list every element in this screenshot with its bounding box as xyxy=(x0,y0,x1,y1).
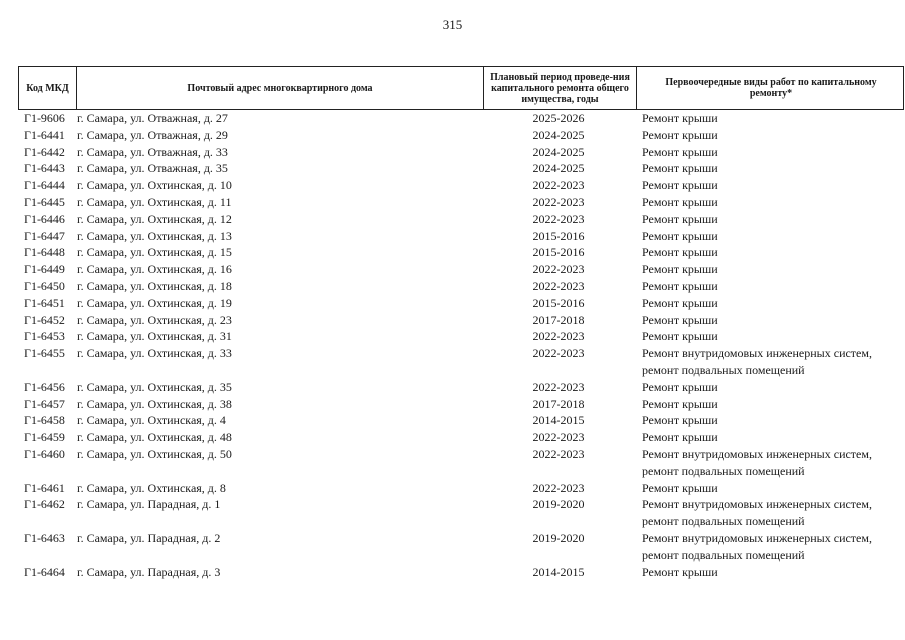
cell-period: 2015-2016 xyxy=(532,245,585,260)
cell-works: Ремонт крыши xyxy=(642,379,718,394)
cell-period: 2025-2026 xyxy=(532,111,585,125)
cell-code: Г1-6441 xyxy=(24,127,65,142)
cell-code: Г1-6449 xyxy=(24,262,65,277)
cell-period: 2022-2023 xyxy=(532,480,585,495)
table-row xyxy=(18,144,904,161)
cell-period: 2022-2023 xyxy=(532,379,585,394)
cell-code: Г1-6459 xyxy=(24,430,65,445)
cell-works: Ремонт крыши xyxy=(642,228,718,243)
cell-works: Ремонт крыши xyxy=(642,194,718,209)
cell-code: Г1-6446 xyxy=(24,211,65,226)
cell-period: 2024-2025 xyxy=(532,127,585,142)
cell-period: 2024-2025 xyxy=(532,144,585,159)
cell-works: Ремонт крыши xyxy=(642,413,718,428)
table-row xyxy=(18,127,904,144)
table-row xyxy=(18,261,904,278)
cell-works: Ремонт крыши xyxy=(642,480,718,495)
cell-address: г. Самара, ул. Охтинская, д. 31 xyxy=(77,329,232,344)
cell-address: г. Самара, ул. Охтинская, д. 8 xyxy=(77,480,226,495)
cell-code: Г1-9606 xyxy=(24,111,65,125)
cell-code: Г1-6452 xyxy=(24,312,65,327)
table-row xyxy=(18,328,904,345)
cell-works: Ремонт внутридомовых инженерных систем, ремонт подвальных помещений xyxy=(642,346,872,377)
table-row xyxy=(18,345,904,379)
table-row xyxy=(18,194,904,211)
cell-address: г. Самара, ул. Охтинская, д. 19 xyxy=(77,295,232,310)
cell-code: Г1-6456 xyxy=(24,379,65,394)
table-row xyxy=(18,177,904,194)
cell-address: г. Самара, ул. Охтинская, д. 4 xyxy=(77,413,226,428)
cell-code: Г1-6460 xyxy=(24,446,65,461)
cell-period: 2022-2023 xyxy=(532,446,585,461)
cell-works: Ремонт крыши xyxy=(642,329,718,344)
cell-code: Г1-6445 xyxy=(24,194,65,209)
cell-works: Ремонт крыши xyxy=(642,111,718,125)
table-row xyxy=(18,530,904,564)
cell-works: Ремонт крыши xyxy=(642,396,718,411)
cell-period: 2022-2023 xyxy=(532,278,585,293)
cell-period: 2022-2023 xyxy=(532,329,585,344)
table-header xyxy=(18,66,904,110)
table-row xyxy=(18,228,904,245)
capital-repair-table xyxy=(18,66,904,580)
header-period: Плановый период проведе-ния капитального ремонта общего имущества, годы xyxy=(483,67,636,109)
table-row xyxy=(18,446,904,480)
cell-address: г. Самара, ул. Отважная, д. 35 xyxy=(77,161,228,176)
table-row xyxy=(18,278,904,295)
cell-period: 2015-2016 xyxy=(532,228,585,243)
cell-code: Г1-6451 xyxy=(24,295,65,310)
table-row xyxy=(18,160,904,177)
cell-works: Ремонт крыши xyxy=(642,161,718,176)
cell-code: Г1-6443 xyxy=(24,161,65,176)
cell-period: 2014-2015 xyxy=(532,413,585,428)
cell-code: Г1-6453 xyxy=(24,329,65,344)
cell-period: 2014-2015 xyxy=(532,564,585,579)
header-address: Почтовый адрес многоквартирного дома xyxy=(76,67,483,109)
cell-works: Ремонт внутридомовых инженерных систем, ремонт подвальных помещений xyxy=(642,446,872,478)
table-row xyxy=(18,244,904,261)
table-row xyxy=(18,564,904,581)
header-works: Первоочередные виды работ по капитальному ремонту* xyxy=(636,67,905,109)
cell-code: Г1-6461 xyxy=(24,480,65,495)
cell-period: 2022-2023 xyxy=(532,194,585,209)
cell-address: г. Самара, ул. Охтинская, д. 15 xyxy=(77,245,232,260)
table-row xyxy=(18,110,904,127)
cell-period: 2024-2025 xyxy=(532,161,585,176)
cell-address: г. Самара, ул. Охтинская, д. 38 xyxy=(77,396,232,411)
cell-address: г. Самара, ул. Охтинская, д. 50 xyxy=(77,446,232,461)
cell-address: г. Самара, ул. Отважная, д. 27 xyxy=(77,111,228,125)
cell-code: Г1-6457 xyxy=(24,396,65,411)
cell-address: г. Самара, ул. Охтинская, д. 23 xyxy=(77,312,232,327)
table-body xyxy=(18,110,904,580)
cell-code: Г1-6463 xyxy=(24,530,65,545)
cell-works: Ремонт внутридомовых инженерных систем, ремонт подвальных помещений xyxy=(642,530,872,562)
cell-address: г. Самара, ул. Охтинская, д. 13 xyxy=(77,228,232,243)
cell-period: 2019-2020 xyxy=(532,497,585,512)
cell-period: 2022-2023 xyxy=(532,346,585,361)
table-row xyxy=(18,379,904,396)
cell-address: г. Самара, ул. Охтинская, д. 10 xyxy=(77,178,232,193)
cell-address: г. Самара, ул. Отважная, д. 33 xyxy=(77,144,228,159)
cell-period: 2015-2016 xyxy=(532,295,585,310)
cell-address: г. Самара, ул. Парадная, д. 1 xyxy=(77,497,221,512)
cell-code: Г1-6448 xyxy=(24,245,65,260)
cell-works: Ремонт крыши xyxy=(642,430,718,445)
cell-address: г. Самара, ул. Парадная, д. 2 xyxy=(77,530,221,545)
cell-works: Ремонт крыши xyxy=(642,211,718,226)
cell-works: Ремонт крыши xyxy=(642,278,718,293)
cell-address: г. Самара, ул. Охтинская, д. 16 xyxy=(77,262,232,277)
table-row xyxy=(18,429,904,446)
cell-address: г. Самара, ул. Охтинская, д. 33 xyxy=(77,346,232,361)
cell-code: Г1-6455 xyxy=(24,346,65,361)
header-code: Код МКД xyxy=(26,82,69,94)
cell-address: г. Самара, ул. Охтинская, д. 18 xyxy=(77,278,232,293)
cell-works: Ремонт крыши xyxy=(642,127,718,142)
cell-works: Ремонт крыши xyxy=(642,295,718,310)
cell-code: Г1-6450 xyxy=(24,278,65,293)
cell-works: Ремонт крыши xyxy=(642,312,718,327)
cell-period: 2022-2023 xyxy=(532,262,585,277)
cell-code: Г1-6458 xyxy=(24,413,65,428)
cell-code: Г1-6447 xyxy=(24,228,65,243)
cell-code: Г1-6462 xyxy=(24,497,65,512)
table-row xyxy=(18,211,904,228)
cell-address: г. Самара, ул. Охтинская, д. 11 xyxy=(77,194,232,209)
cell-works: Ремонт крыши xyxy=(642,262,718,277)
cell-period: 2017-2018 xyxy=(532,312,585,327)
cell-code: Г1-6444 xyxy=(24,178,65,193)
cell-period: 2022-2023 xyxy=(532,430,585,445)
table-row xyxy=(18,396,904,413)
table-row xyxy=(18,496,904,530)
cell-works: Ремонт крыши xyxy=(642,564,718,579)
table-row xyxy=(18,412,904,429)
cell-address: г. Самара, ул. Охтинская, д. 12 xyxy=(77,211,232,226)
cell-period: 2022-2023 xyxy=(532,211,585,226)
cell-works: Ремонт крыши xyxy=(642,144,718,159)
cell-code: Г1-6442 xyxy=(24,144,65,159)
table-row xyxy=(18,312,904,329)
table-row xyxy=(18,295,904,312)
table-row xyxy=(18,480,904,497)
cell-period: 2017-2018 xyxy=(532,396,585,411)
cell-address: г. Самара, ул. Парадная, д. 3 xyxy=(77,564,221,579)
cell-works: Ремонт внутридомовых инженерных систем, ремонт подвальных помещений xyxy=(642,497,872,529)
cell-address: г. Самара, ул. Охтинская, д. 35 xyxy=(77,379,232,394)
cell-works: Ремонт крыши xyxy=(642,245,718,260)
cell-period: 2019-2020 xyxy=(532,530,585,545)
cell-code: Г1-6464 xyxy=(24,564,65,579)
cell-works: Ремонт крыши xyxy=(642,178,718,193)
page-number: 315 xyxy=(442,17,463,32)
cell-address: г. Самара, ул. Отважная, д. 29 xyxy=(77,127,228,142)
cell-address: г. Самара, ул. Охтинская, д. 48 xyxy=(77,430,232,445)
cell-period: 2022-2023 xyxy=(532,178,585,193)
